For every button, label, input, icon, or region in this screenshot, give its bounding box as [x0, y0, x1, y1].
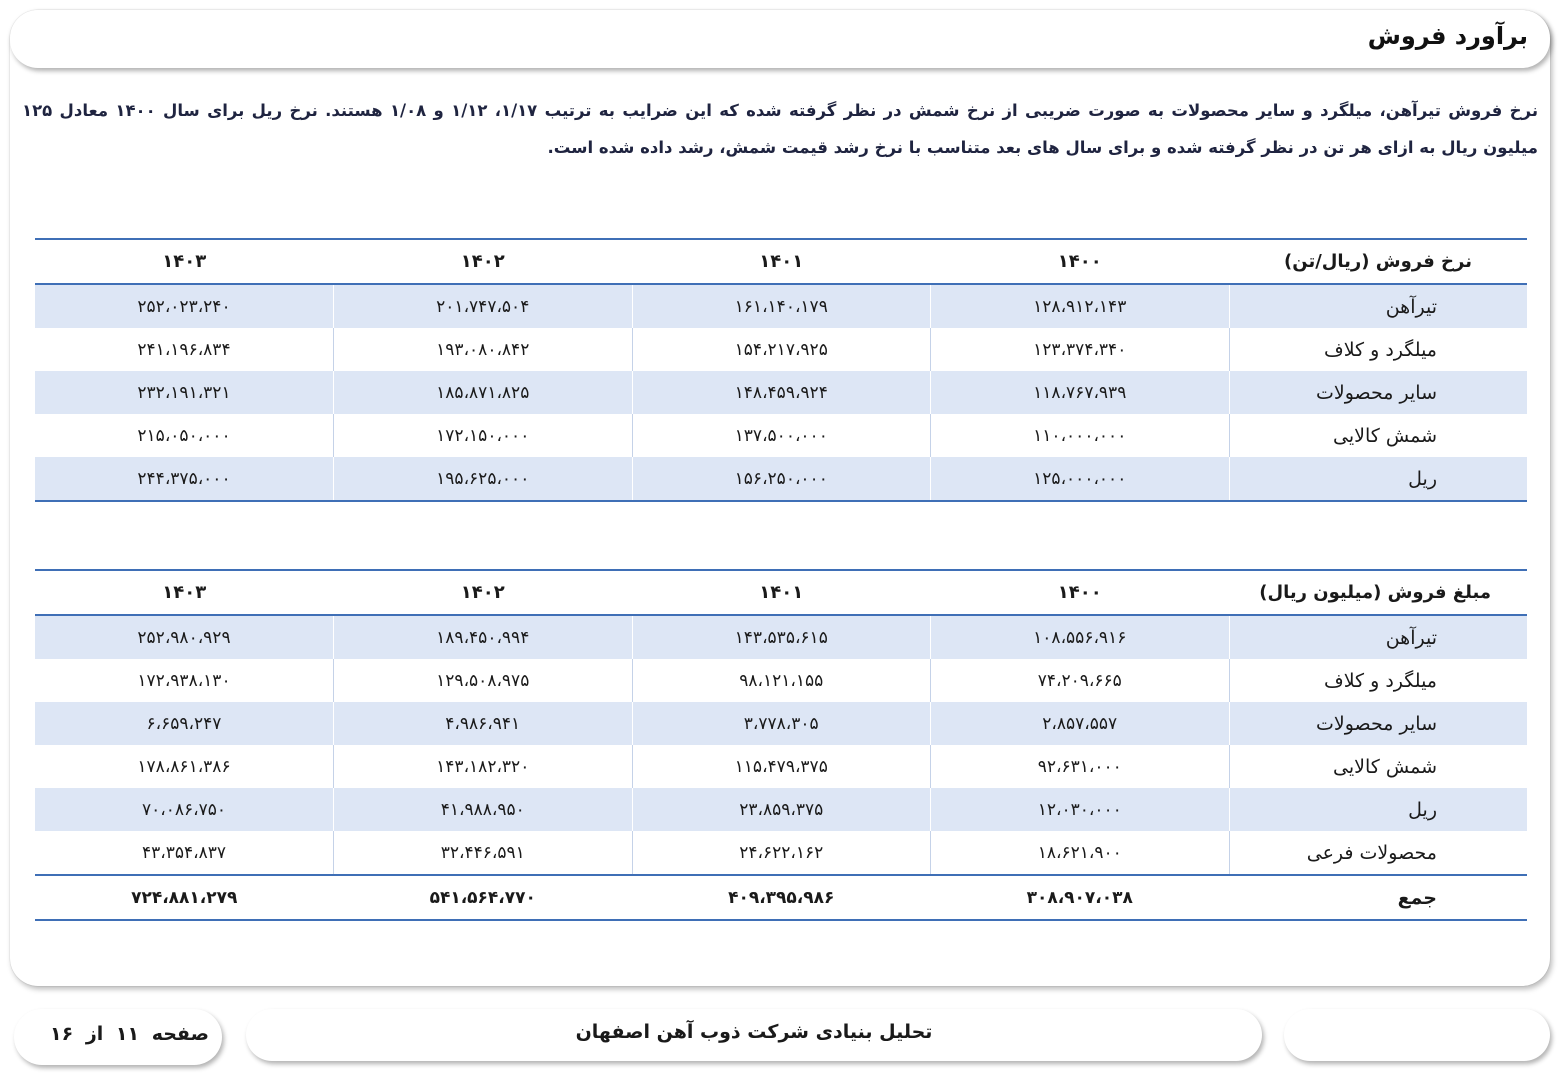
- row-label: جمع: [1229, 875, 1527, 920]
- table-cell: ۴۳،۳۵۴،۸۳۷: [35, 831, 334, 875]
- table-cell: ۱۲۸،۹۱۲،۱۴۳: [931, 284, 1230, 328]
- table-header-row: [35, 570, 1527, 615]
- table-cell: ۴،۹۸۶،۹۴۱: [334, 702, 633, 745]
- table-cell: ۲۳،۸۵۹،۳۷۵: [632, 788, 931, 831]
- row-label: شمش کالایی: [1333, 424, 1437, 447]
- row-label: میلگرد و کلاف: [1324, 338, 1437, 361]
- table-cell: ۳،۷۷۸،۳۰۵: [632, 702, 931, 745]
- table-cell: ۲۳۲،۱۹۱،۳۲۱: [35, 371, 334, 414]
- row-label: محصولات فرعی: [1306, 841, 1437, 864]
- table-header-row: [35, 239, 1527, 284]
- document-title: تحلیل بنیادی شرکت ذوب آهن اصفهان: [575, 1021, 933, 1043]
- page-number-box: [14, 1009, 222, 1065]
- row-label: تیرآهن: [1229, 615, 1527, 659]
- table-cell: ۲۰۱،۷۴۷،۵۰۴: [334, 284, 633, 328]
- table-cell: ۱۵۴،۲۱۷،۹۲۵: [632, 328, 931, 371]
- table-cell: ۱۱۰،۰۰۰،۰۰۰: [931, 414, 1230, 457]
- table-cell: ۱۹۵،۶۲۵،۰۰۰: [334, 457, 633, 501]
- table-row: [35, 457, 1527, 501]
- row-label: تیرآهن: [1229, 284, 1527, 328]
- section-title: برآورد فروش: [1367, 22, 1528, 50]
- row-label: سایر محصولات: [1229, 371, 1527, 414]
- column-header: ۱۴۰۲: [334, 570, 633, 615]
- table-cell: ۱۲۵،۰۰۰،۰۰۰: [931, 457, 1230, 501]
- table-cell: ۷۲۴،۸۸۱،۲۷۹: [35, 875, 334, 920]
- table-cell: ۶،۶۵۹،۲۴۷: [35, 702, 334, 745]
- document-title-box: [246, 1009, 1262, 1061]
- table-row: [35, 284, 1527, 328]
- table-cell: ۱۷۸،۸۶۱،۳۸۶: [35, 745, 334, 788]
- table-cell: ۱۸۵،۸۷۱،۸۲۵: [334, 371, 633, 414]
- table-cell: ۲۵۲،۹۸۰،۹۲۹: [35, 615, 334, 659]
- table-cell: ۲،۸۵۷،۵۵۷: [931, 702, 1230, 745]
- table-cell: ۱۴۸،۴۵۹،۹۲۴: [632, 371, 931, 414]
- table-cell: ۴۱،۹۸۸،۹۵۰: [334, 788, 633, 831]
- table-row: [35, 371, 1527, 414]
- table-row: [35, 788, 1527, 831]
- row-label: ریل: [1229, 788, 1527, 831]
- table-cell: ۱۱۸،۷۶۷،۹۳۹: [931, 371, 1230, 414]
- column-header: ۱۴۰۳: [35, 239, 334, 284]
- table-cell: ۷۴،۲۰۹،۶۶۵: [931, 659, 1230, 702]
- table-cell: ۳۲،۴۴۶،۵۹۱: [334, 831, 633, 875]
- table-cell: ۷۰،۰۸۶،۷۵۰: [35, 788, 334, 831]
- row-label: میلگرد و کلاف: [1324, 669, 1437, 692]
- table-cell: ۵۴۱،۵۶۴،۷۷۰: [334, 875, 633, 920]
- table-cell: ۱۳۷،۵۰۰،۰۰۰: [632, 414, 931, 457]
- table-cell: ۲۵۲،۰۲۳،۲۴۰: [35, 284, 334, 328]
- footer-logo-box: [1284, 1009, 1550, 1061]
- column-header: ۱۴۰۰: [931, 570, 1230, 615]
- table-cell: ۱۷۲،۱۵۰،۰۰۰: [334, 414, 633, 457]
- column-header: نرخ فروش (ریال/تن): [1229, 239, 1527, 284]
- row-label: سایر محصولات: [1229, 702, 1527, 745]
- column-header: ۱۴۰۰: [931, 239, 1230, 284]
- table-cell: ۹۸،۱۲۱،۱۵۵: [632, 659, 931, 702]
- table-cell: ۱۸،۶۲۱،۹۰۰: [931, 831, 1230, 875]
- table-cell: ۴۰۹،۳۹۵،۹۸۶: [632, 875, 931, 920]
- table-cell: ۱۶۱،۱۴۰،۱۷۹: [632, 284, 931, 328]
- table-row: [35, 615, 1527, 659]
- column-header: ۱۴۰۳: [35, 570, 334, 615]
- table-cell: ۲۴۴،۳۷۵،۰۰۰: [35, 457, 334, 501]
- sales-rate-table: [35, 238, 1527, 502]
- table-cell: ۱۹۳،۰۸۰،۸۴۲: [334, 328, 633, 371]
- table-cell: ۱۲۳،۳۷۴،۳۴۰: [931, 328, 1230, 371]
- table-cell: ۱۴۳،۵۳۵،۶۱۵: [632, 615, 931, 659]
- row-label: ریل: [1229, 457, 1527, 501]
- table-cell: ۱۲۹،۵۰۸،۹۷۵: [334, 659, 633, 702]
- page-number: صفحه ۱۱ از ۱۶: [50, 1023, 209, 1045]
- table-row: [35, 745, 1527, 788]
- table-cell: ۲۴۱،۱۹۶،۸۳۴: [35, 328, 334, 371]
- section-header: [10, 10, 1550, 68]
- table-row: [35, 659, 1527, 702]
- row-label: شمش کالایی: [1333, 755, 1437, 778]
- table-cell: ۹۲،۶۳۱،۰۰۰: [931, 745, 1230, 788]
- table-cell: ۱۰۸،۵۵۶،۹۱۶: [931, 615, 1230, 659]
- sales-amount-table: [35, 569, 1527, 921]
- table-row: [35, 702, 1527, 745]
- table-row: [35, 831, 1527, 875]
- table-cell: ۲۱۵،۰۵۰،۰۰۰: [35, 414, 334, 457]
- table-cell: ۳۰۸،۹۰۷،۰۳۸: [931, 875, 1230, 920]
- table-row: [35, 328, 1527, 371]
- column-header: ۱۴۰۲: [334, 239, 633, 284]
- table-cell: ۱۷۲،۹۳۸،۱۳۰: [35, 659, 334, 702]
- table-cell: ۲۴،۶۲۲،۱۶۲: [632, 831, 931, 875]
- table-row: [35, 414, 1527, 457]
- column-header: مبلغ فروش (میلیون ریال): [1229, 570, 1527, 615]
- table-cell: ۱۴۳،۱۸۲،۳۲۰: [334, 745, 633, 788]
- column-header: ۱۴۰۱: [632, 570, 931, 615]
- column-header: ۱۴۰۱: [632, 239, 931, 284]
- table-cell: ۱۲،۰۳۰،۰۰۰: [931, 788, 1230, 831]
- table-cell: ۱۵۶،۲۵۰،۰۰۰: [632, 457, 931, 501]
- total-row: [35, 875, 1527, 920]
- intro-paragraph: نرخ فروش تیرآهن، میلگرد و سایر محصولات به صورت ضریبی از نرخ شمش در نظر گرفته شده که این ضرایب به ترتیب ۱/۱۷، ۱/۱۲ و ۱/۰۸ هستند. نرخ ریل برای سال ۱۴۰۰ معادل ۱۲۵ میلیون ریال به ازای هر تن در نظر گرفته شده و برای سال های بعد متناسب با نرخ رشد قیمت شمش، رشد داده شده است.: [22, 101, 1539, 157]
- table-cell: ۱۸۹،۴۵۰،۹۹۴: [334, 615, 633, 659]
- table-cell: ۱۱۵،۴۷۹،۳۷۵: [632, 745, 931, 788]
